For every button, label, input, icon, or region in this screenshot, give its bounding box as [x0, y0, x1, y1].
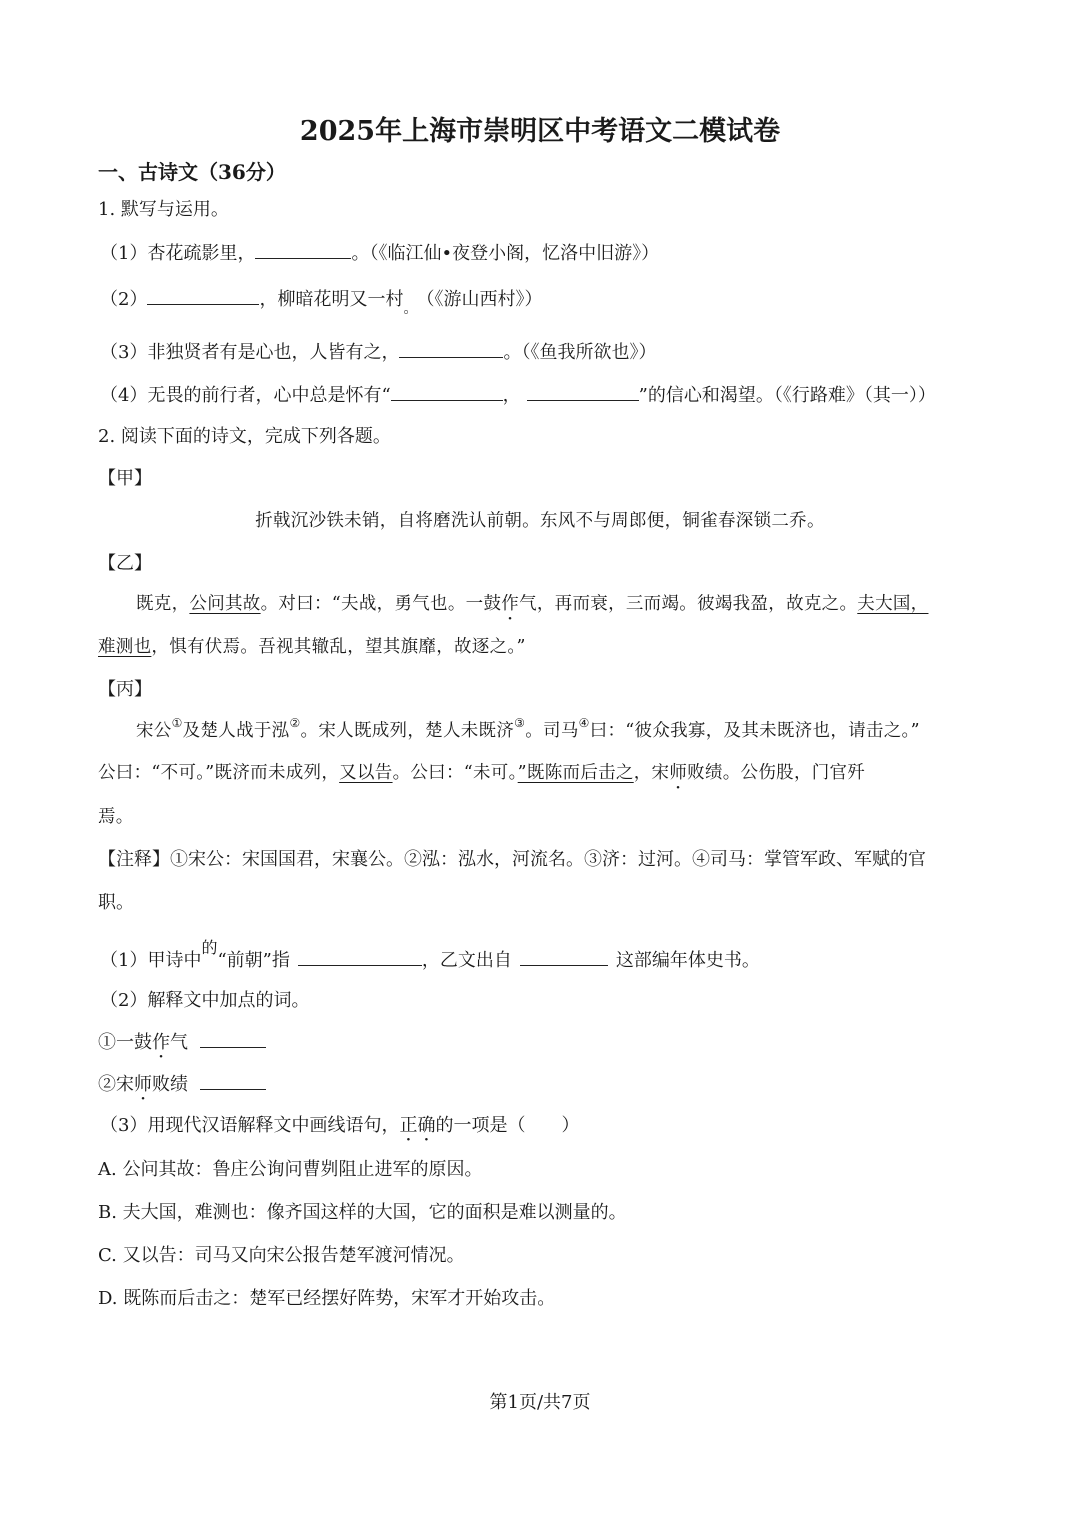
answer-blank[interactable]	[298, 947, 422, 966]
notes-line-1: 【注释】①宋公：宋国国君，宋襄公。②泓：泓水，河流名。③济：过河。④司马：掌管军政、军赋的官	[98, 849, 926, 870]
q1-2-dot: 。	[403, 301, 418, 317]
passage-yi-line-2	[98, 635, 526, 659]
yi-underline-2b: 难测也	[98, 637, 152, 657]
q2-2-text: 败绩	[152, 1074, 188, 1095]
q2-1-text: “前朝”指	[217, 950, 290, 971]
q2-2-text: ②宋	[98, 1074, 134, 1095]
q1-3-prefix: （3）非独贤者有是心也，人皆有之，	[100, 342, 400, 363]
bing-text: 。司马	[525, 721, 579, 741]
q1-2-suffix: （《游山西村》）	[425, 289, 543, 310]
q2-2-dotted-word: 师	[134, 1074, 152, 1095]
note-ref: ④	[578, 716, 590, 730]
passage-yi-line-1	[136, 592, 928, 616]
q1-4-suffix: ”的信心和渴望。（《行路难》（其一））	[638, 385, 936, 406]
question-1-sub-3	[100, 339, 656, 365]
answer-blank[interactable]	[200, 1029, 266, 1048]
note-ref: ①	[171, 716, 183, 730]
q1-1-prefix: （1）杏花疏影里，	[100, 243, 256, 264]
answer-blank[interactable]	[391, 382, 503, 401]
option-a[interactable]: A. 公问其故：鲁庄公询问曹刿阻止进军的原因。	[98, 1159, 483, 1180]
notes-line-2: 职。	[98, 892, 134, 913]
answer-blank[interactable]	[527, 382, 639, 401]
question-1-sub-2	[100, 286, 543, 317]
passage-bing-label: 【丙】	[98, 679, 152, 700]
question-2-sub-1	[100, 938, 760, 973]
q2-1-sup: 的	[201, 938, 218, 957]
bing-text: 。宋人既成列，楚人未既济	[300, 721, 515, 741]
answer-blank[interactable]	[399, 339, 503, 358]
q2-2-dotted-word: 作	[152, 1032, 170, 1053]
question-1-stem: 1. 默写与运用。	[98, 199, 229, 220]
option-b[interactable]: B. 夫大国，难测也：像齐国这样的大国，它的面积是难以测量的。	[98, 1202, 627, 1223]
question-1-sub-1	[100, 240, 659, 266]
q1-2-middle: ，柳暗花明又一村	[259, 289, 404, 310]
yi-text: ，惧有伏焉。吾视其辙乱，望其旗靡，故逐之。”	[151, 637, 526, 657]
q1-1-suffix: 。（《临江仙•夜登小阁，忆洛中旧游》）	[351, 243, 660, 264]
passage-bing-line-3: 焉。	[98, 807, 134, 827]
page-title: 2025年上海市崇明区中考语文二模试卷	[299, 116, 781, 147]
q2-2-text: 气	[170, 1032, 188, 1053]
yi-text: 气，再而衰，三而竭。彼竭我盈，故克之。	[519, 594, 858, 614]
bing-text: 及楚人战于泓	[182, 721, 290, 741]
bing-text: ，宋	[633, 763, 670, 783]
bing-text: 。公曰：“未可。	[392, 763, 518, 783]
q1-4-prefix: （4）无畏的前行者，心中总是怀有“	[100, 385, 391, 406]
q1-3-suffix: 。（《鱼我所欲也》）	[503, 342, 657, 363]
bing-text: 败绩。公伤股，门官歼	[687, 763, 866, 783]
bing-text: 曰：“彼众我寡，及其未既济也，请击之。”	[589, 721, 920, 741]
question-2-sub-2-item-2	[98, 1071, 266, 1097]
question-2-sub-2-item-1	[98, 1029, 266, 1055]
q2-3-dotted-word: 确	[417, 1115, 436, 1136]
yi-dotted-word: 作	[501, 594, 520, 614]
passage-jia-poem: 折戟沉沙铁未销，自将磨洗认前朝。东风不与周郎便，铜雀春深锁二乔。	[255, 511, 825, 531]
q1-4-comma: ，	[502, 385, 521, 406]
section-heading: 一、古诗文（36分）	[98, 160, 286, 184]
note-ref: ②	[289, 716, 301, 730]
q2-3-dotted-word: 正	[399, 1115, 418, 1136]
answer-blank[interactable]	[200, 1071, 266, 1090]
option-c[interactable]: C. 又以告：司马又向宋公报告楚军渡河情况。	[98, 1245, 465, 1266]
bing-dotted-word: 师	[669, 763, 688, 783]
question-2-stem: 2. 阅读下面的诗文，完成下列各题。	[98, 426, 391, 447]
page-number: 第1页/共7页	[489, 1392, 591, 1413]
bing-text: 宋公	[136, 721, 172, 741]
passage-jia-label: 【甲】	[98, 468, 152, 489]
bing-underline-1: 又以告	[339, 763, 393, 783]
note-ref: ③	[514, 716, 526, 730]
q2-1-text: ，乙文出自	[421, 950, 512, 971]
yi-text: 。对曰：“夫战，勇气也。一鼓	[260, 594, 502, 614]
q2-2-text: ①一鼓	[98, 1032, 152, 1053]
answer-blank[interactable]	[255, 240, 351, 259]
bing-text: 公曰：“不可。”既济而未成列，	[98, 763, 340, 783]
yi-underline-2: 夫大国，	[857, 594, 929, 614]
q2-3-text: （3）用现代汉语解释文中画线语句，	[100, 1115, 400, 1136]
answer-blank[interactable]	[520, 947, 608, 966]
passage-bing-line-2	[98, 761, 865, 785]
question-2-sub-2: （2）解释文中加点的词。	[100, 990, 310, 1011]
question-1-sub-4	[100, 382, 936, 408]
passage-bing-line-1	[136, 716, 920, 743]
answer-blank[interactable]	[147, 286, 259, 305]
passage-yi-label: 【乙】	[98, 553, 152, 574]
question-2-sub-3	[100, 1114, 579, 1138]
bing-underline-2: ”既陈而后击之	[517, 763, 634, 783]
yi-text: 既克，	[136, 594, 190, 614]
yi-underline-1: 公问其故	[189, 594, 261, 614]
option-d[interactable]: D. 既陈而后击之：楚军已经摆好阵势，宋军才开始攻击。	[98, 1288, 556, 1309]
q1-2-prefix: （2）	[100, 289, 148, 310]
q2-3-text: 的一项是（ ）	[435, 1115, 580, 1136]
q2-1-text: 这部编年体史书。	[615, 950, 760, 971]
q2-1-text: （1）甲诗中	[100, 950, 202, 971]
